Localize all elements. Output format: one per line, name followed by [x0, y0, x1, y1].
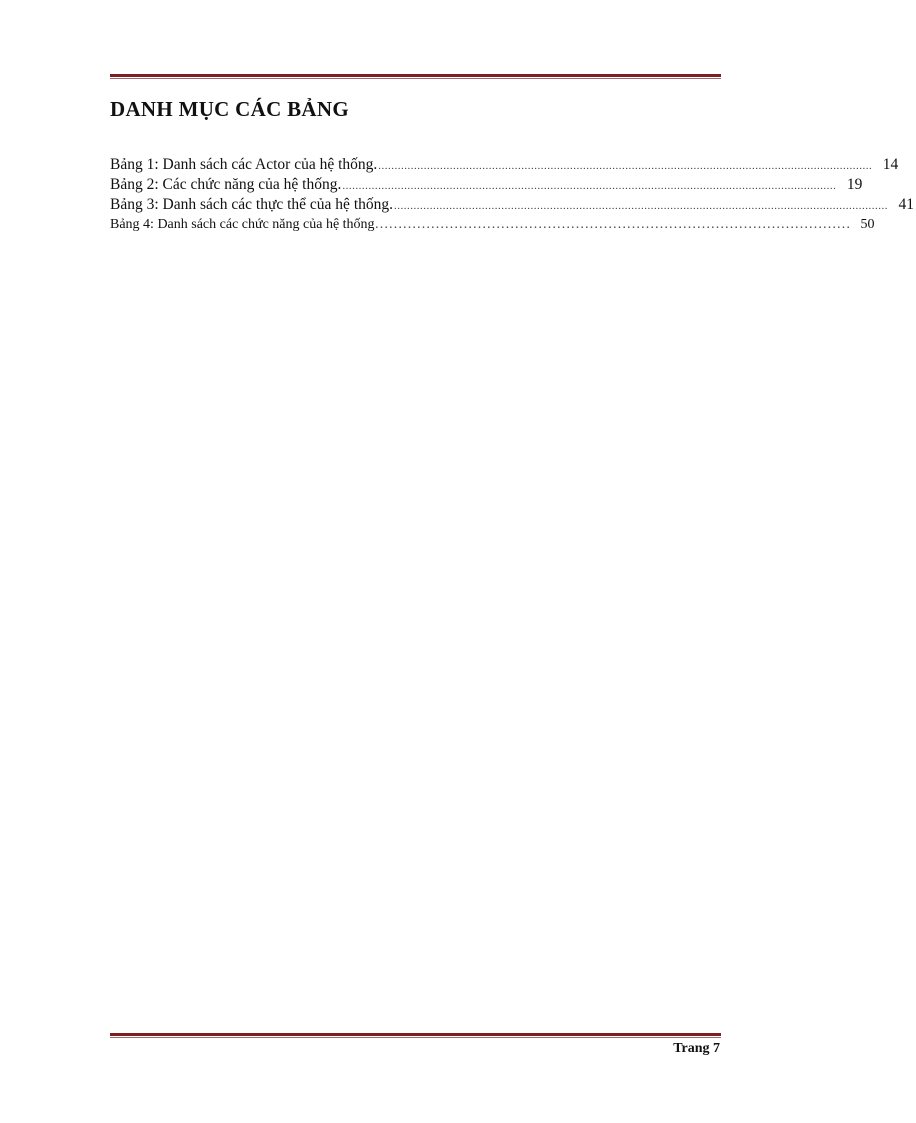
- page-title: DANH MỤC CÁC BẢNG: [110, 97, 350, 121]
- toc-leader: ........................................................................................................................................................: [342, 180, 837, 192]
- header-rule: [110, 74, 721, 80]
- toc-entry[interactable]: [110, 195, 914, 215]
- footer-rule: [110, 1033, 721, 1039]
- toc-entry[interactable]: [110, 175, 863, 195]
- toc-entry[interactable]: [110, 155, 899, 175]
- toc-entry-label: Bảng 3: Danh sách các thực thể của hệ thống.: [110, 196, 393, 213]
- toc-entry-label: Bảng 2: Các chức năng của hệ thống.: [110, 176, 342, 193]
- toc-entry-label: Bảng 1: Danh sách các Actor của hệ thống.: [110, 156, 378, 173]
- table-of-tables: [110, 155, 914, 235]
- toc-leader: ........................................................................................................................................................: [378, 160, 873, 172]
- toc-entry-label: Bảng 4: Danh sách các chức năng của hệ thống: [110, 217, 375, 232]
- page-number: Trang 7: [673, 1041, 720, 1056]
- toc-entry-page: 19: [846, 176, 863, 193]
- toc-entry-page: 14: [882, 156, 899, 173]
- toc-entry-page: 41: [898, 196, 914, 213]
- toc-leader: …………………………………………………………………………………………: [374, 217, 851, 232]
- toc-entry-page: 50: [860, 217, 875, 232]
- toc-leader: ........................................................................................................................................................: [394, 200, 888, 212]
- toc-entry[interactable]: [110, 215, 875, 235]
